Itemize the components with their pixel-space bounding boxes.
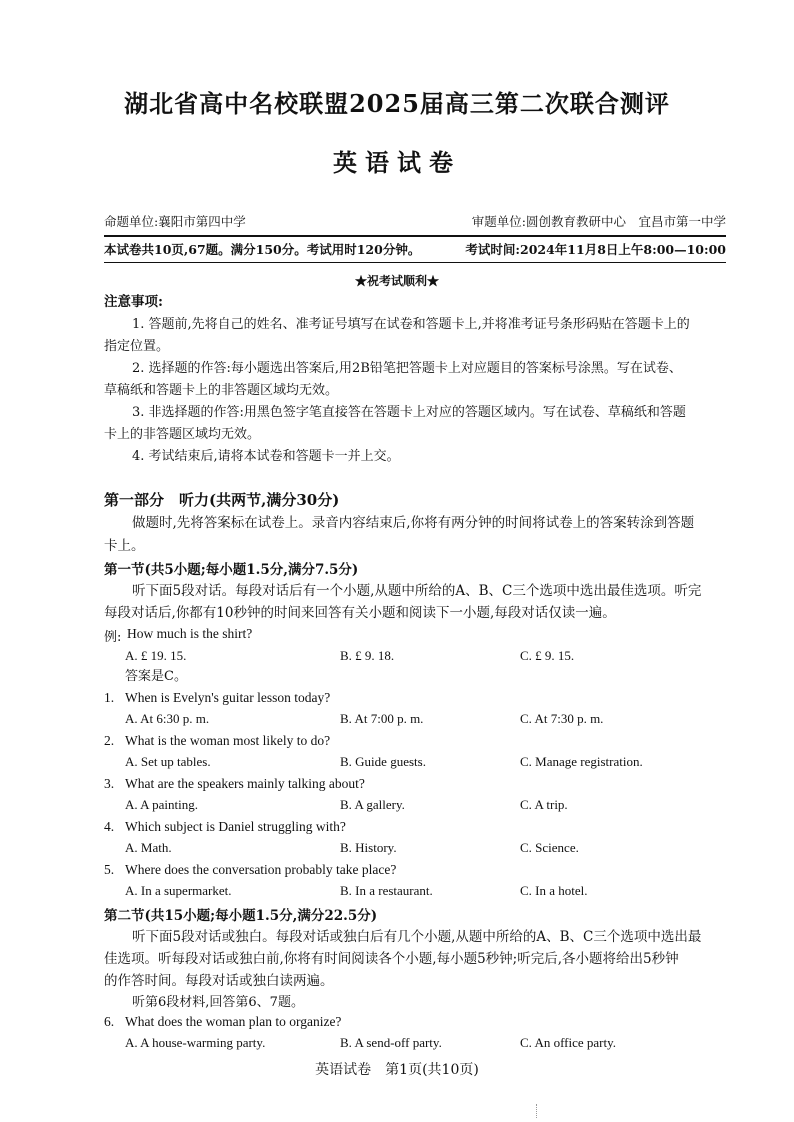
notice-line-7: 4. 考试结束后,请将本试卷和答题卡一并上交。 [132, 449, 400, 464]
blessing-text: ★祝考试顺利★ [354, 274, 439, 288]
setter-unit: 命题单位:襄阳市第四中学 [104, 214, 246, 229]
question-2 [104, 733, 744, 753]
question-number: 5. [104, 862, 115, 877]
notice-title: 注意事项: [104, 294, 163, 310]
page-footer: 英语试卷 第1页(共10页) [315, 1062, 479, 1078]
part1-intro-1: 做题时,先将答案标在试卷上。录音内容结束后,你将有两分钟的时间将试卷上的答案转涂到答题 [132, 515, 695, 531]
question-6-option-a: A. A house-warming party. [125, 1035, 266, 1050]
question-1-option-a: A. At 6:30 p. m. [125, 711, 210, 726]
question-1-option-c: C. At 7:30 p. m. [520, 711, 604, 726]
notice-line-3: 2. 选择题的作答:每小题选出答案后,用2B铅笔把答题卡上对应题目的答案标号涂黑。写在试卷、 [132, 361, 682, 376]
example-prefix: 例: [104, 630, 122, 645]
question-3 [104, 776, 744, 796]
section2-heading: 第二节(共15小题;每小题1.5分,满分22.5分) [104, 908, 378, 924]
question-5-option-a: A. In a supermarket. [125, 883, 232, 898]
exam-time: 考试时间:2024年11月8日上午8:00—10:00 [465, 242, 726, 257]
question-number: 3. [104, 776, 115, 791]
exam-title: 湖北省高中名校联盟2025届高三第二次联合测评 [124, 89, 670, 118]
section2-intro-2: 佳选项。听每段对话或独白前,你将有时间阅读各个小题,每小题5秒钟;听完后,各小题将给出5秒钟 [104, 951, 679, 967]
question-number: 4. [104, 819, 115, 834]
question-number: 2. [104, 733, 115, 748]
question-5-option-b: B. In a restaurant. [340, 883, 433, 898]
notice-line-6: 卡上的非答题区域均无效。 [104, 427, 261, 442]
section1-intro-2: 每段对话后,你都有10秒钟的时间来回答有关小题和阅读下一小题,每段对话仅读一遍。 [104, 605, 616, 621]
question-2-option-c: C. Manage registration. [520, 754, 643, 769]
question-4 [104, 819, 744, 839]
notice-line-2: 指定位置。 [104, 339, 170, 354]
question-stem: Where does the conversation probably take place? [125, 862, 397, 877]
question-2-option-b: B. Guide guests. [340, 754, 426, 769]
section2-intro-1: 听下面5段对话或独白。每段对话或独白后有几个小题,从题中所给的A、B、C三个选项中选出最 [132, 929, 702, 945]
section1-intro-1: 听下面5段对话。每段对话后有一个小题,从题中所给的A、B、C三个选项中选出最佳选项。听完 [132, 583, 702, 599]
question-number: 6. [104, 1014, 115, 1029]
example-question [104, 626, 744, 646]
question-3-option-c: C. A trip. [520, 797, 568, 812]
example-option-a: A. £ 19. 15. [125, 648, 187, 663]
question-1 [104, 690, 744, 710]
question-stem: What is the woman most likely to do? [125, 733, 331, 748]
question-stem: What are the speakers mainly talking about? [125, 776, 365, 791]
question-3-option-b: B. A gallery. [340, 797, 405, 812]
section1-heading: 第一节(共5小题;每小题1.5分,满分7.5分) [104, 562, 359, 578]
question-5-option-c: C. In a hotel. [520, 883, 588, 898]
exam-subject-title: 英语试卷 [333, 148, 461, 177]
question-5 [104, 862, 744, 882]
material-note: 听第6段材料,回答第6、7题。 [132, 995, 304, 1010]
question-stem: When is Evelyn's guitar lesson today? [125, 690, 331, 705]
question-6-option-c: C. An office party. [520, 1035, 617, 1050]
question-stem: Which subject is Daniel struggling with? [125, 819, 346, 834]
example-answer: 答案是C。 [125, 669, 187, 684]
notice-line-1: 1. 答题前,先将自己的姓名、准考证号填写在试卷和答题卡上,并将准考证号条形码贴在答题卡上的 [132, 317, 690, 332]
example-stem: How much is the shirt? [127, 626, 253, 641]
example-option-b: B. £ 9. 18. [340, 648, 395, 663]
question-4-option-c: C. Science. [520, 840, 579, 855]
part1-intro-2: 卡上。 [104, 538, 145, 554]
reviewer-unit: 审题单位:圆创教育教研中心 宜昌市第一中学 [471, 214, 726, 229]
question-4-option-a: A. Math. [125, 840, 172, 855]
header-rule-top [104, 235, 726, 237]
question-stem: What does the woman plan to organize? [125, 1014, 342, 1029]
section2-intro-3: 的作答时间。每段对话或独白读两遍。 [104, 973, 334, 989]
notice-line-5: 3. 非选择题的作答:用黑色签字笔直接答在答题卡上对应的答题区域内。写在试卷、草稿纸和答题 [132, 405, 686, 420]
question-6-option-b: B. A send-off party. [340, 1035, 442, 1050]
question-3-option-a: A. A painting. [125, 797, 198, 812]
part1-heading: 第一部分 听力(共两节,满分30分) [104, 491, 340, 509]
question-4-option-b: B. History. [340, 840, 397, 855]
header-rule-bottom [104, 262, 726, 263]
question-2-option-a: A. Set up tables. [125, 754, 211, 769]
example-option-c: C. £ 9. 15. [520, 648, 575, 663]
question-6 [104, 1014, 744, 1034]
question-number: 1. [104, 690, 115, 705]
scan-mark [536, 1104, 538, 1118]
notice-line-4: 草稿纸和答题卡上的非答题区域均无效。 [104, 383, 339, 398]
exam-info: 本试卷共10页,67题。满分150分。考试用时120分钟。 [104, 242, 421, 257]
question-1-option-b: B. At 7:00 p. m. [340, 711, 424, 726]
